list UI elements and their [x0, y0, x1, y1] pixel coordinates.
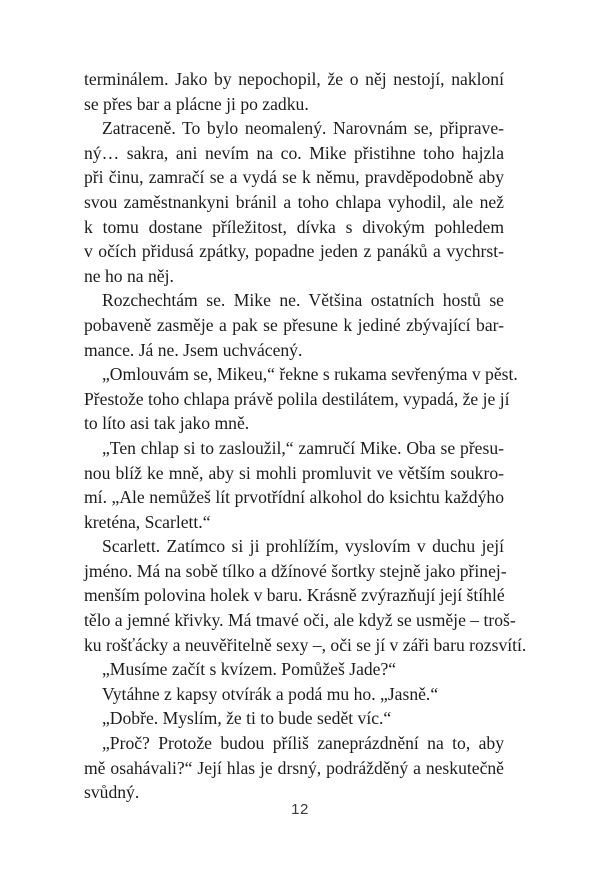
text-line: svůdný.: [84, 782, 140, 803]
text-line: mance. Já ne. Jsem uchvácený.: [84, 339, 303, 360]
text-line: to líto asi tak jako mně.: [84, 413, 250, 434]
text-line: „Dobře. Myslím, že ti to bude sedět víc.“: [102, 708, 392, 729]
text-line: „Ten chlap si to zasloužil,“ zamručí Mike. Oba se přesu-: [102, 437, 504, 458]
text-line: při činu, zamračí se a vydá se k němu, pravděpodobně aby: [84, 167, 504, 188]
text-line: „Omlouvám se, Mikeu,“ řekne s rukama sevřenýma v pěst.: [102, 364, 518, 385]
text-line: nou blíž ke mně, aby si mohli promluvit ve větším soukro-: [84, 462, 504, 483]
text-line: Vytáhne z kapsy otvírák a podá mu ho. „Jasně.“: [102, 683, 439, 704]
text-line: „Proč? Protože budou příliš zaneprázdnění na to, aby: [102, 733, 504, 754]
text-line: ku rošťácky a neuvěřitelně sexy –, oči se jí v záři baru rozsvítí.: [84, 634, 527, 655]
text-line: jméno. Má na sobě tílko a džínové šortky stejně jako přinej-: [84, 560, 507, 581]
text-line: kreténa, Scarlett.“: [84, 511, 211, 532]
text-line: tělo a jemné křivky. Má tmavé oči, ale když se usměje – troš-: [84, 610, 516, 631]
text-line: ne ho na něj.: [84, 265, 174, 286]
page-body-text: [84, 67, 527, 805]
text-line: v očích přidusá zpátky, popadne jeden z panáků a vychrst-: [84, 241, 504, 262]
text-line: Zatraceně. To bylo neomalený. Narovnám se, připrave-: [102, 118, 504, 139]
text-line: Scarlett. Zatímco si ji prohlížím, vyslovím v duchu její: [102, 536, 504, 557]
text-line: pobaveně zasměje a pak se přesune k jediné zbývající bar-: [84, 314, 504, 335]
text-line: svou zaměstnankyni bránil a toho chlapa vyhodil, ale než: [84, 191, 504, 212]
text-line: mě osahávali?“ Její hlas je drsný, podrážděný a neskutečně: [84, 757, 504, 778]
text-line: k tomu dostane příležitost, dívka s divokým pohledem: [84, 216, 504, 237]
text-line: se přes bar a plácne ji po zadku.: [84, 93, 309, 114]
text-line: mí. „Ale nemůžeš lít prvotřídní alkohol do ksichtu každýho: [84, 487, 504, 508]
text-line: ný… sakra, ani nevím na co. Mike přistihne toho hajzla: [84, 142, 504, 163]
page-number: 12: [291, 801, 309, 818]
text-line: terminálem. Jako by nepochopil, že o něj nestojí, nakloní: [84, 69, 504, 89]
text-line: Přestože toho chlapa právě polila destilátem, vypadá, že je jí: [84, 388, 510, 409]
text-line: Rozchechtám se. Mike ne. Většina ostatních hostů se: [102, 290, 504, 311]
text-line: „Musíme začít s kvízem. Pomůžeš Jade?“: [102, 659, 397, 680]
text-line: menším polovina holek v baru. Krásně zvýrazňují její štíhlé: [84, 585, 505, 606]
